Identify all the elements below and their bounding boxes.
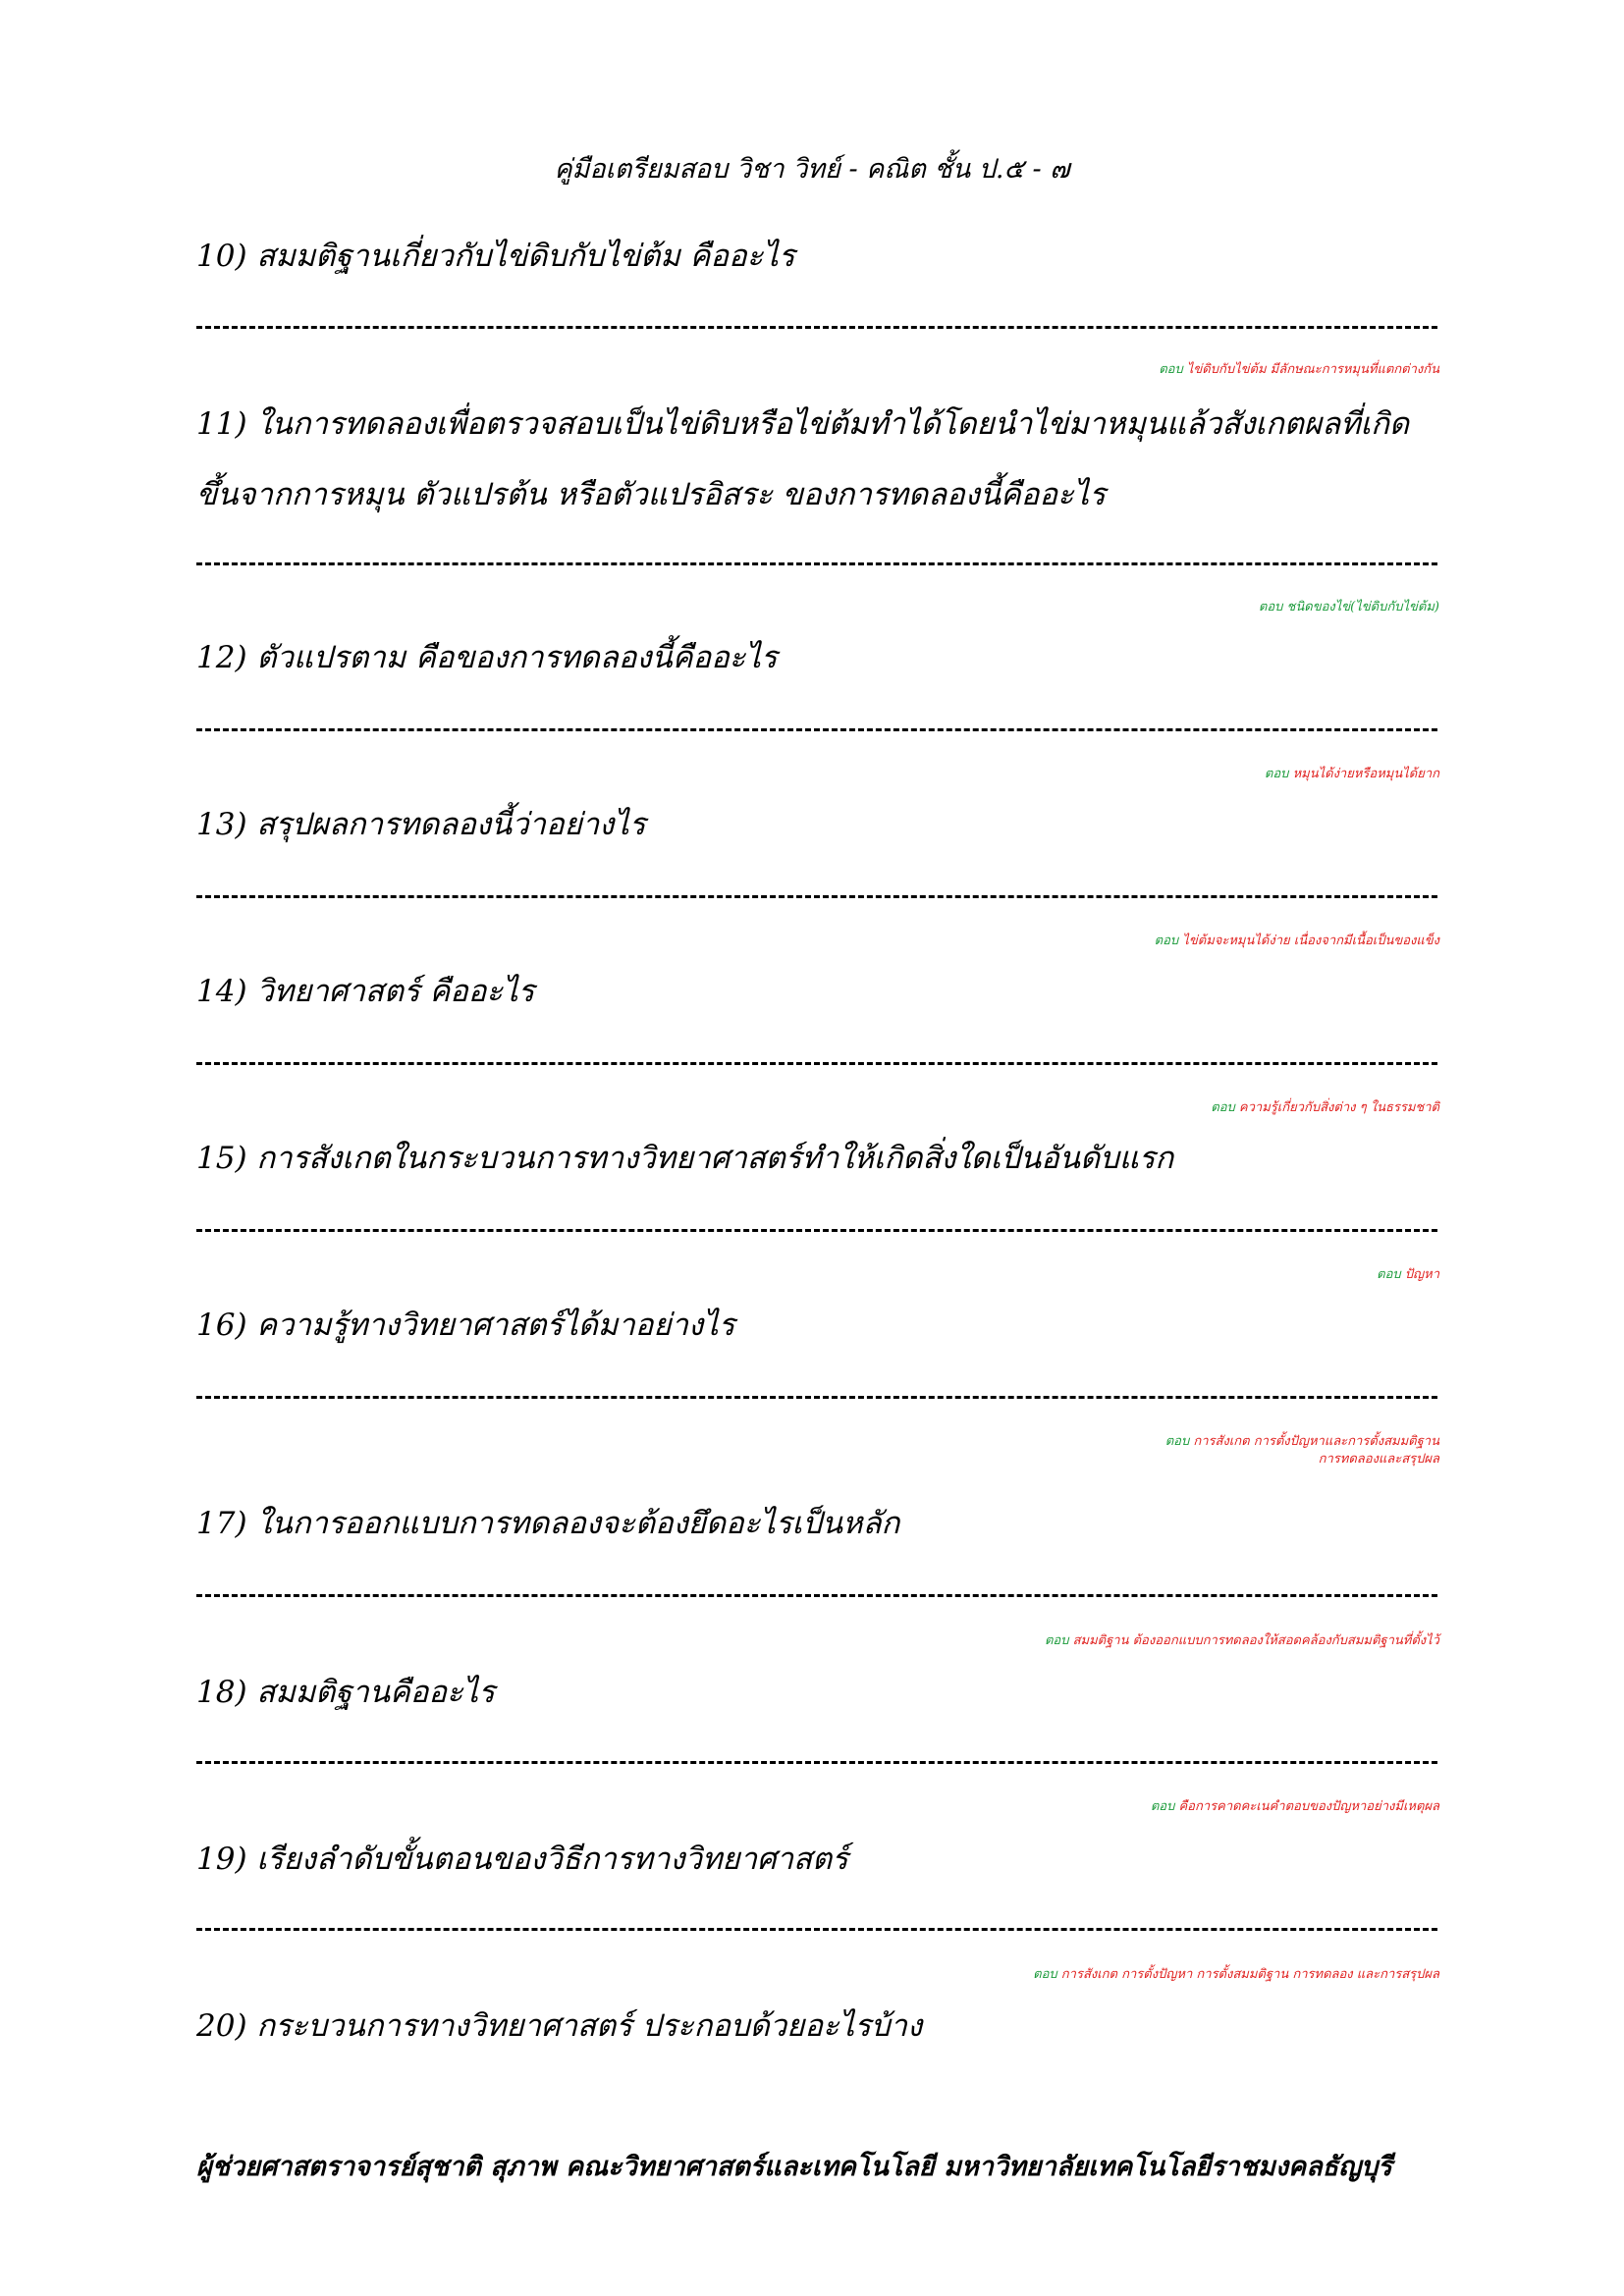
question-17: 17) ในการออกแบบการทดลองจะต้องยึดอะไรเป็นหลัก [196,1506,900,1541]
answer-10 [1159,361,1439,379]
question-15: 15) การสังเกตในกระบวนการทางวิทยาศาสตร์ทำให้เกิดสิ่งใดเป็นอันดับแรก [196,1141,1174,1176]
question-16: 16) ความรู้ทางวิทยาศาสตร์ได้มาอย่างไร [196,1308,735,1343]
answer-line [196,895,1437,898]
question-11: 11) ในการทดลองเพื่อตรวจสอบเป็นไข่ดิบหรือไข่ต้มทำได้โดยนำไข่มาหมุนแล้วสังเกตผลที่เกิดขึ้นจากการหมุน ตัวแปรต้น หรือตัวแปรอิสระ ของการทดลองนี้คืออะไร [196,406,1410,512]
answer-text: สมมติฐาน ต้องออกแบบการทดลองให้สอดคล้องกับสมมติฐานที่ตั้งไว้ [1072,1633,1439,1648]
answer-prefix: ตอบ [1377,1267,1401,1282]
answer-prefix: ตอบ [1150,1799,1175,1814]
answer-text: ชนิดของไข่(ไข่ดิบกับไข่ต้ม) [1286,600,1439,614]
question-10: 10) สมมติฐานเกี่ยวกับไข่ดิบกับไข่ต้ม คืออะไร [196,239,795,274]
answer-prefix: ตอบ [1159,362,1183,377]
answer-line [196,1594,1437,1597]
answer-19 [1033,1966,1439,1984]
answer-17 [1045,1632,1439,1650]
question-20: 20) กระบวนการทางวิทยาศาสตร์ ประกอบด้วยอะไรบ้าง [196,2008,923,2044]
answer-text: การสังเกต การตั้งปัญหา การตั้งสมมติฐาน การทดลอง และการสรุปผล [1060,1967,1439,1982]
answer-18 [1151,1798,1439,1816]
answer-line [196,1229,1437,1232]
question-18: 18) สมมติฐานคืออะไร [196,1675,495,1710]
answer-text: การสังเกต การตั้งปัญหาและการตั้งสมมติฐาน [1193,1434,1439,1449]
answer-line [196,326,1437,329]
answer-text: ปัญหา [1404,1267,1439,1282]
answer-15 [1377,1266,1439,1284]
answer-prefix: ตอบ [1044,1633,1069,1648]
question-19: 19) เรียงลำดับขั้นตอนของวิธีการทางวิทยาศาสตร์ [196,1842,848,1877]
answer-text: ความรู้เกี่ยวกับสิ่งต่าง ๆ ในธรรมชาติ [1238,1100,1439,1115]
question-14: 14) วิทยาศาสตร์ คืออะไร [196,974,535,1009]
answer-line [196,1062,1437,1065]
answer-prefix: ตอบ [1211,1100,1235,1115]
answer-11 [1259,599,1439,616]
answer-16 [1165,1433,1439,1468]
answer-14 [1211,1099,1439,1117]
answer-text-line2: การทดลองและสรุปผล [1318,1452,1439,1467]
answer-prefix: ตอบ [1033,1967,1057,1982]
answer-12 [1265,766,1439,783]
answer-line [196,562,1437,565]
question-12: 12) ตัวแปรตาม คือของการทดลองนี้คืออะไร [196,640,778,675]
answer-prefix: ตอบ [1264,767,1289,781]
page-header: คู่มือเตรียมสอบ วิชา วิทย์ - คณิต ชั้น ป.๕ - ๗ [554,154,1070,185]
question-13: 13) สรุปผลการทดลองนี้ว่าอย่างไร [196,807,646,842]
answer-prefix: ตอบ [1164,1434,1190,1449]
answer-text: คือการคาดคะเนคำตอบของปัญหาอย่างมีเหตุผล [1178,1799,1439,1814]
answer-line [196,1761,1437,1764]
answer-prefix: ตอบ [1258,600,1283,614]
answer-13 [1155,933,1439,950]
answer-line [196,728,1437,731]
answer-text: ไข่ต้มจะหมุนได้ง่าย เนื่องจากมีเนื้อเป็นของแข็ง [1182,934,1439,948]
answer-line [196,1928,1437,1931]
answer-line [196,1396,1437,1399]
answer-text: หมุนได้ง่ายหรือหมุนได้ยาก [1292,767,1439,781]
answer-text: ไข่ดิบกับไข่ต้ม มีลักษณะการหมุนที่แตกต่างกัน [1186,362,1439,377]
answer-prefix: ตอบ [1154,934,1179,948]
page-footer: ผู้ช่วยศาสตราจารย์สุชาติ สุภาพ คณะวิทยาศาสตร์และเทคโนโลยี มหาวิทยาลัยเทคโนโลยีราชมงคลธัญบุรี [196,2152,1392,2182]
